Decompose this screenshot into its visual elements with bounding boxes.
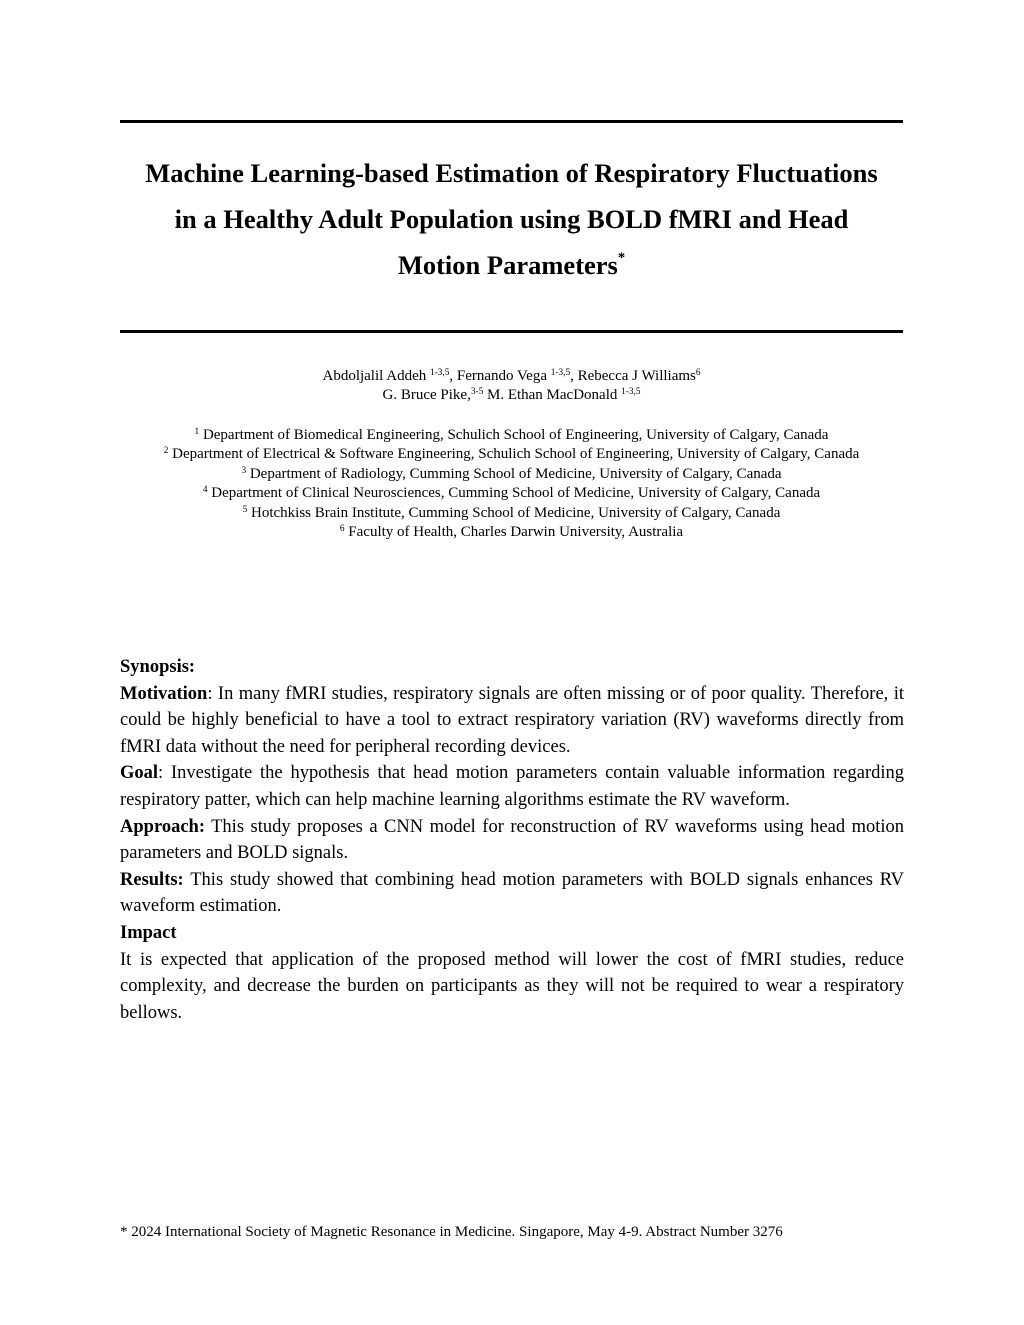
author-affil-sup: 1-3,5 xyxy=(429,367,450,378)
author-affil-sup: 1-3,5 xyxy=(621,386,641,397)
top-rule xyxy=(120,120,903,123)
author-affil-sup: 6 xyxy=(695,367,701,378)
approach-text: This study proposes a CNN model for reconstruction of RV waveforms using head motion parameters and BOLD signals. xyxy=(120,816,904,864)
approach-paragraph xyxy=(120,814,904,867)
paper-title xyxy=(120,150,903,288)
title-line-2: in a Healthy Adult Population using BOLD fMRI and Head xyxy=(174,204,849,234)
affiliation-number: 3 xyxy=(241,465,247,476)
author-name: G. Bruce Pike, xyxy=(382,387,471,403)
affiliation-text: Department of Electrical & Software Engineering, Schulich School of Engineering, University of Calgary, Canada xyxy=(168,446,860,463)
results-text: This study showed that combining head motion parameters with BOLD signals enhances RV waveform estimation. xyxy=(120,869,904,917)
affiliation-item xyxy=(110,484,913,503)
author-line-2 xyxy=(120,386,903,405)
affiliation-item xyxy=(110,426,913,445)
affiliation-number: 6 xyxy=(339,523,345,534)
synopsis-heading: Synopsis: xyxy=(120,657,196,677)
title-line-3-text: Motion Parameters xyxy=(397,250,618,280)
goal-text: : Investigate the hypothesis that head motion parameters contain valuable information regarding respiratory patter, which can help machine learning algorithms estimate the RV waveform. xyxy=(120,763,904,810)
affiliation-text: Department of Biomedical Engineering, Schulich School of Engineering, University of Calgary, Canada xyxy=(199,427,829,443)
approach-label: Approach: xyxy=(120,816,205,837)
affiliation-item xyxy=(110,523,913,542)
affiliation-text: Department of Clinical Neurosciences, Cumming School of Medicine, University of Calgary, Canada xyxy=(207,485,821,502)
affiliation-number: 1 xyxy=(194,426,200,437)
author-affil-sup: 3-5 xyxy=(470,386,484,397)
impact-heading: Impact xyxy=(120,922,177,943)
author-affil-sup: 1-3,5 xyxy=(550,367,571,378)
affiliation-item xyxy=(110,504,913,523)
title-footnote-mark: * xyxy=(617,250,626,267)
title-line-1: Machine Learning-based Estimation of Respiratory Fluctuations xyxy=(145,158,878,188)
affiliation-item xyxy=(110,445,913,464)
motivation-paragraph xyxy=(120,681,904,761)
author-name: , Fernando Vega xyxy=(449,368,551,384)
author-name: M. Ethan MacDonald xyxy=(483,387,622,403)
title-line-3 xyxy=(120,242,903,288)
bottom-rule xyxy=(120,330,903,333)
affiliation-number: 2 xyxy=(163,446,169,457)
results-paragraph xyxy=(120,867,904,920)
affiliation-number: 5 xyxy=(242,504,248,515)
synopsis-section xyxy=(120,654,904,1026)
affiliation-text: Department of Radiology, Cumming School of Medicine, University of Calgary, Canada xyxy=(246,465,782,482)
affiliation-text: Faculty of Health, Charles Darwin University, Australia xyxy=(344,524,684,541)
impact-paragraph: It is expected that application of the proposed method will lower the cost of fMRI studies, reduce complexity, and decrease the burden on participants as they will not be required to wear a respiratory bellows. xyxy=(120,949,904,1023)
affiliation-list xyxy=(110,426,913,542)
motivation-text: : In many fMRI studies, respiratory signals are often missing or of poor quality. Therefore, it could be highly beneficial to have a tool to extract respiratory variation (RV) waveforms directly from fMRI data without the need for peripheral recording devices. xyxy=(120,683,904,757)
affiliation-text: Hotchkiss Brain Institute, Cumming School of Medicine, University of Calgary, Canada xyxy=(247,504,781,521)
author-list xyxy=(120,367,903,405)
footnote: * 2024 International Society of Magnetic Resonance in Medicine. Singapore, May 4-9. Abstract Number 3276 xyxy=(120,1224,783,1240)
affiliation-item xyxy=(110,465,913,484)
results-label: Results: xyxy=(120,869,184,890)
motivation-label: Motivation xyxy=(120,683,208,704)
affiliation-number: 4 xyxy=(202,485,208,496)
goal-paragraph xyxy=(120,760,904,813)
author-name: , Rebecca J Williams xyxy=(570,368,696,384)
goal-label: Goal xyxy=(120,763,159,784)
author-line-1 xyxy=(120,367,903,386)
author-name: Abdoljalil Addeh xyxy=(322,368,430,384)
